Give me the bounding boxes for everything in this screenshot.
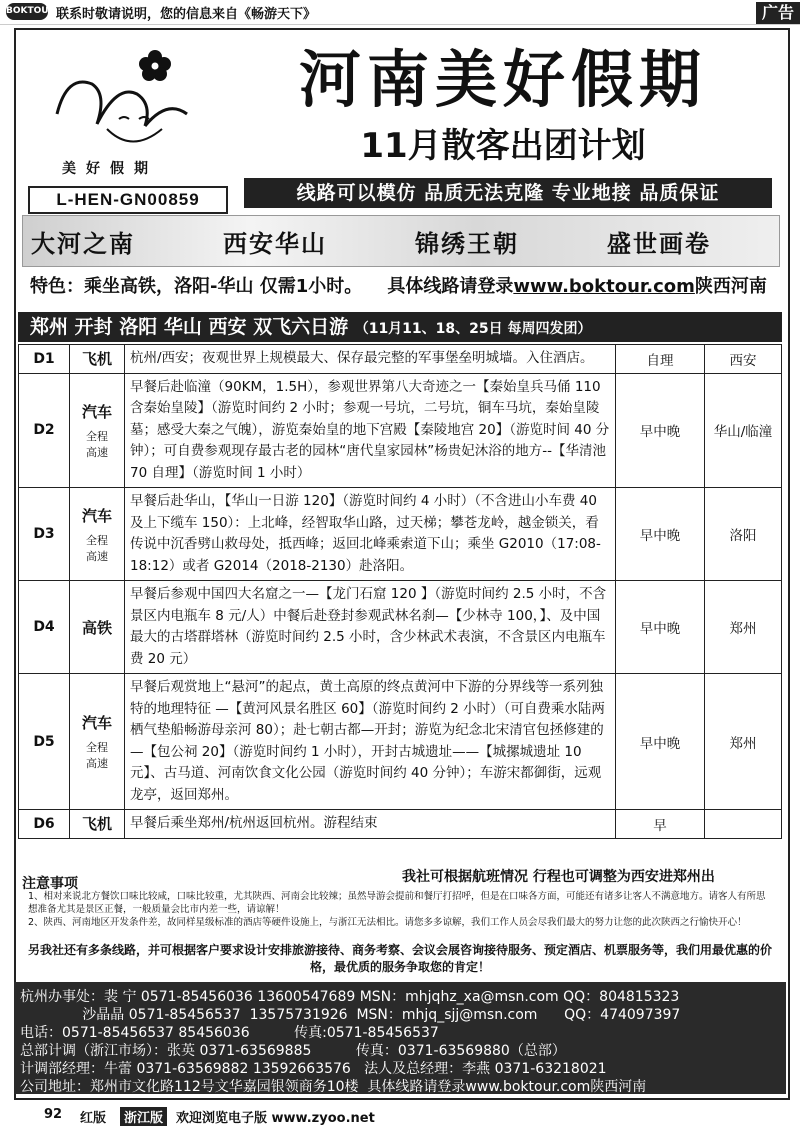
contact-line-hangzhou-1: 杭州办事处：裴 宁 0571-85456036 13600547689 MSN：mhjqhz_xa@msn.com QQ：804815323 [20, 989, 680, 1005]
transport-mode: 汽车 [81, 402, 112, 421]
meals-cell: 早中晚 [616, 581, 705, 674]
top-bar [0, 0, 800, 25]
feature-line [30, 272, 780, 298]
transport-note: 全程 高速 [86, 741, 108, 770]
day-cell: D3 [19, 488, 70, 581]
banner-phrase-2: 西安华山 [223, 229, 327, 258]
stay-cell: 洛阳 [705, 488, 782, 581]
route-title: 郑州 开封 洛阳 华山 西安 双飞六日游 [30, 316, 349, 338]
stay-cell: 郑州 [705, 674, 782, 810]
itinerary-row [19, 345, 782, 374]
description-cell: 早餐后观赏地上“悬河”的起点，黄土高原的终点黄河中下游的分界线等一系列独特的地理特征 —【黄河风景名胜区 60】（游览时间约 2 小时）（可自费乘水陆两栖气垫船畅游母亲河 80）；赴七朝古都—开封；游览为纪念北宋清官包拯修建的—【包公祠 20】（游览时间约 1 小时），开封古城遗址——【城摞城遗址 10 元】、古马道、河南饮食文化公园（游览时间约 40 分钟）；车游宋都御街，远观龙亭，返回郑州。 [125, 674, 616, 810]
ad-label: 广告 [756, 2, 800, 24]
route-header [18, 312, 782, 342]
source-notice: 联系时敬请说明，您的信息来自《畅游天下》 [56, 7, 317, 22]
route-adjust-note: 我社可根据航班情况 行程也可调整为西安进郑州出 [402, 869, 715, 885]
note-item: 1、相对来说北方餐饮口味比较咸，口味比较重，尤其陕西、河南会比较辣；虽然导游会提前和餐厅打招呼，但是在口味各方面，可能还有诸多让客人不满意地方。请客人有所思想准备尤其是景区正餐，一般质量会比市内差一些，请谅解！ [28, 891, 766, 915]
day-cell: D1 [19, 345, 70, 374]
website-link[interactable]: www.boktour.com [513, 276, 695, 297]
meals-cell: 早中晚 [616, 674, 705, 810]
contact-line-address: 公司地址：郑州市文化路112号文华嘉园银领商务10楼 具体线路请登录www.boktour.com陕西河南 [20, 1079, 647, 1095]
edition-label: 红版 [80, 1111, 107, 1126]
transport-cell [70, 345, 125, 374]
page-title: 河南美好假期 [298, 43, 707, 116]
feature-text: 特色：乘坐高铁，洛阳-华山 仅需1小时。 [30, 276, 363, 297]
transport-mode: 高铁 [81, 618, 112, 637]
transport-cell [70, 373, 125, 488]
route-dates: （11月11、18、25日 每周四发团） [354, 321, 592, 337]
brand-logo [22, 40, 222, 180]
contact-block [14, 982, 786, 1094]
notes-list [28, 890, 768, 929]
brand-name: 美好假期 [62, 161, 158, 177]
contact-line-hq: 总部计调（浙江市场）：张英 0371-63569885 传真：0371-63569880（总部） [20, 1043, 566, 1059]
day-cell: D5 [19, 674, 70, 810]
description-cell: 早餐后参观中国四大名窟之一—【龙门石窟 120 】（游览时间约 2.5 小时，不含景区内电瓶车 8 元/人）中餐后赴登封参观武林名刹—【少林寺 100，】、及中国最大的古塔群塔林（游览时间约 2.5 小时，含少林武术表演，不含景区内电瓶车费 20 元） [125, 581, 616, 674]
notes-title: 注意事项 [22, 876, 78, 892]
transport-cell [70, 488, 125, 581]
note-item: 2、陕西、河南地区开发条件差，故同样星级标准的酒店等硬件设施上，与浙江无法相比。请您多多谅解，我们工作人员会尽我们最大的努力让您的此次陕西之行愉快开心！ [28, 917, 747, 928]
transport-cell [70, 674, 125, 810]
transport-mode: 汽车 [81, 714, 112, 732]
description-cell: 杭州/西安；夜观世界上规模最大、保存最完整的军事堡垒明城墙。入住酒店。 [125, 345, 616, 374]
banner-strip [22, 215, 780, 267]
contact-line-hangzhou-2: 沙晶晶 0571-85456537 13575731926 MSN：mhjq_sjj@msn.com QQ：474097397 [20, 1007, 681, 1023]
banner-phrase-3: 锦绣王朝 [415, 229, 519, 258]
publisher-logo: BOKTOUR [6, 3, 48, 20]
day-cell: D6 [19, 810, 70, 839]
stay-cell: 西安 [705, 345, 782, 374]
transport-mode: 飞机 [81, 350, 112, 369]
slogan-bar: 线路可以模仿 品质无法克隆 专业地接 品质保证 [244, 178, 772, 208]
stay-cell [705, 810, 782, 839]
contact-line-manager: 计调部经理：牛蕾 0371-63569882 13592663576 法人及总经理：李燕 0371-63218021 [20, 1061, 607, 1077]
feature-suffix: 陕西河南 [694, 276, 767, 297]
description-cell: 早餐后赴临潼（90KM，1.5H），参观世界第八大奇迹之一【秦始皇兵马俑 110 含秦始皇陵】（游览时间约 2 小时；参观一号坑，二号坑，铜车马坑，秦始皇陵墓；感受大秦之气魄），游览秦始皇的地下宫殿【秦陵地宫 20】（游览时间 40 分钟）；可自费参观现存最古老的园林“唐代皇家园林”杨贵妃沐浴的地方--【华清池 70 自理】（游览时间 1 小时） [125, 373, 616, 488]
day-cell: D4 [19, 581, 70, 674]
itinerary-table [18, 344, 782, 839]
description-cell: 早餐后乘坐郑州/杭州返回杭州。游程结束 [125, 810, 616, 839]
contact-line-phone: 电话：0571-85456537 85456036 传真:0571-85456537 [20, 1025, 439, 1041]
itinerary-row [19, 674, 782, 810]
transport-note: 全程 高速 [86, 533, 108, 563]
feature-login-text: 具体线路请登录 [387, 276, 514, 297]
itinerary-row [19, 810, 782, 839]
transport-note: 全程 高速 [86, 429, 108, 459]
meals-cell: 早 [616, 810, 705, 839]
license-number: L-HEN-GN00859 [28, 186, 228, 214]
itinerary-row [19, 373, 782, 488]
services-text: 另我社还有多条线路，并可根据客户要求设计安排旅游接待、商务考察、会议会展咨询接待服务、预定酒店、机票服务等，我们用最优惠的价格，最优质的服务争取您的肯定！ [27, 943, 772, 974]
brand-face-illustration [37, 44, 207, 154]
description-cell: 早餐后赴华山，【华山一日游 120】（游览时间约 4 小时）（不含进山小车费 40 及上下缆车 150）：上北峰，经智取华山路，过天梯；攀苍龙岭，越金锁关，看传说中沉香劈山救母处，抵西峰；返回北峰乘索道下山；乘坐 G2010（17:08-18:12）或者 G2014（2018-2130）赴洛阳。 [125, 488, 616, 581]
meals-cell: 自理 [616, 345, 705, 374]
transport-mode: 飞机 [81, 815, 112, 834]
itinerary-row [19, 581, 782, 674]
banner-phrase-1: 大河之南 [31, 229, 135, 258]
footer-slogan: 欢迎浏览电子版 www.zyoo.net [176, 1111, 375, 1126]
transport-cell [70, 810, 125, 839]
itinerary-row [19, 488, 782, 581]
region-tag: 浙江版 [120, 1107, 167, 1126]
stay-cell: 郑州 [705, 581, 782, 674]
stay-cell: 华山/临潼 [705, 373, 782, 488]
transport-cell [70, 581, 125, 674]
meals-cell: 早中晚 [616, 373, 705, 488]
page-footer [0, 1104, 800, 1126]
meals-cell: 早中晚 [616, 488, 705, 581]
banner-phrase-4: 盛世画卷 [607, 229, 711, 258]
page-subtitle: 11月散客出团计划 [360, 126, 646, 166]
day-cell: D2 [19, 373, 70, 488]
transport-mode: 汽车 [81, 506, 112, 525]
page-number: 92 [44, 1107, 63, 1122]
